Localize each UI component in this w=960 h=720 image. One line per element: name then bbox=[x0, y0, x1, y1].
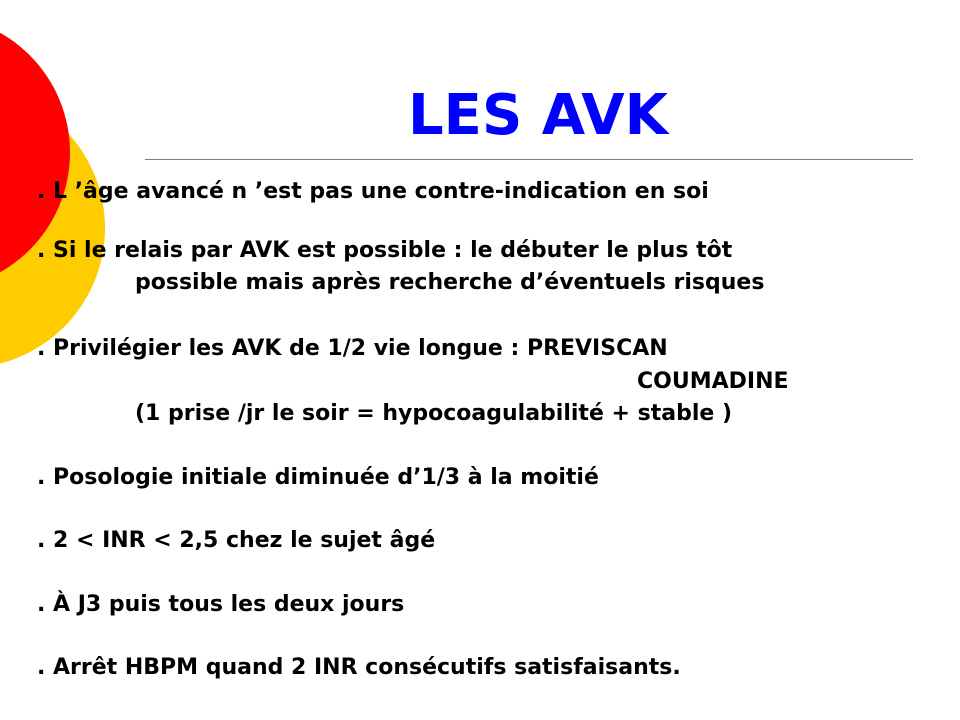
slide-title: LES AVK bbox=[408, 83, 669, 148]
bullet-relais-continuation: possible mais après recherche d’éventuels risques bbox=[135, 270, 765, 295]
bullet-inr-range: . 2 < INR < 2,5 chez le sujet âgé bbox=[37, 528, 436, 553]
title-divider bbox=[145, 159, 913, 160]
bullet-privilegier-note: (1 prise /jr le soir = hypocoagulabilité + stable ) bbox=[135, 401, 732, 426]
bullet-posologie: . Posologie initiale diminuée d’1/3 à la moitié bbox=[37, 465, 599, 490]
bullet-arret-hbpm: . Arrêt HBPM quand 2 INR consécutifs satisfaisants. bbox=[37, 655, 681, 680]
bullet-privilegier: . Privilégier les AVK de 1/2 vie longue : PREVISCAN bbox=[37, 336, 668, 361]
bullet-j3: . À J3 puis tous les deux jours bbox=[37, 592, 405, 617]
bullet-privilegier-coumadine: COUMADINE bbox=[637, 369, 789, 394]
bullet-age: . L ’âge avancé n ’est pas une contre-indication en soi bbox=[37, 179, 709, 204]
bullet-relais: . Si le relais par AVK est possible : le débuter le plus tôt bbox=[37, 238, 733, 263]
